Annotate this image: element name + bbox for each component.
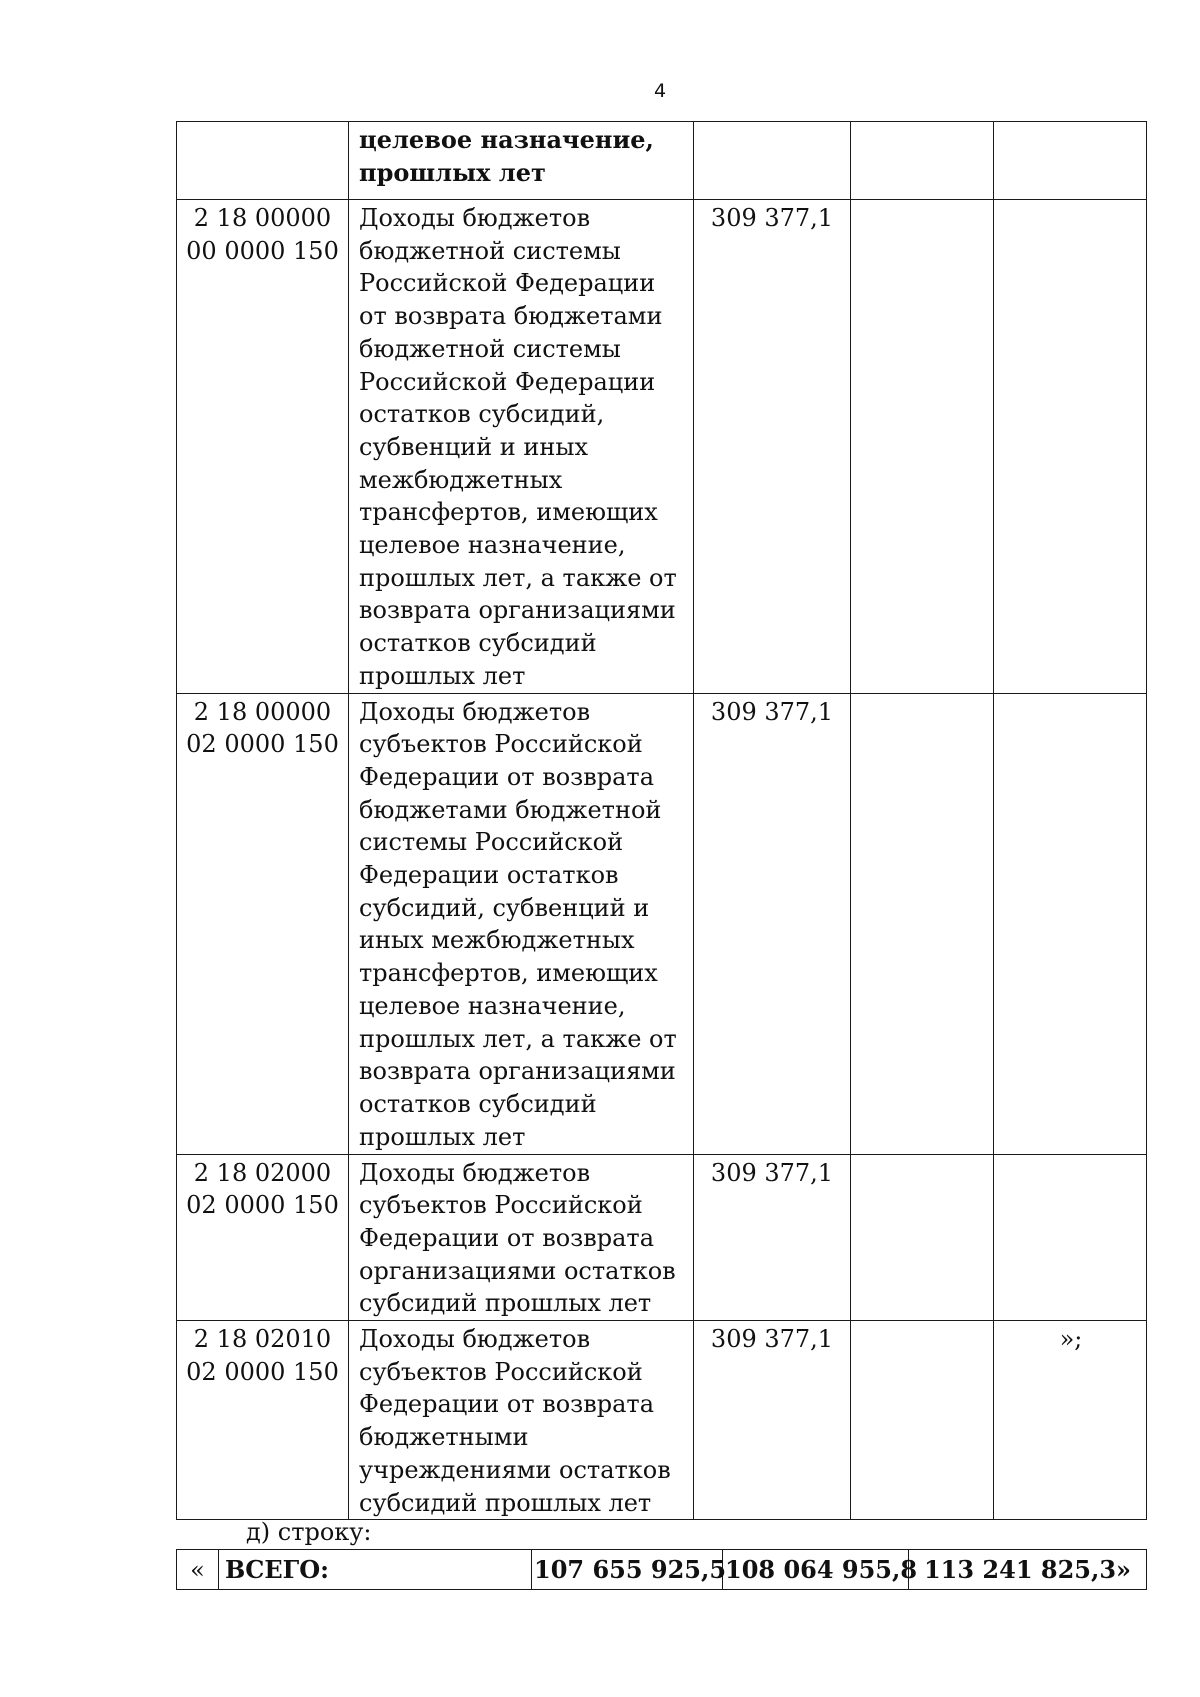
revenue-code bbox=[177, 122, 349, 200]
revenue-col4 bbox=[851, 1154, 994, 1321]
total-value-3: 113 241 825,3» bbox=[909, 1550, 1147, 1590]
revenue-col5 bbox=[994, 1154, 1147, 1321]
revenue-col5 bbox=[994, 122, 1147, 200]
total-value-1: 107 655 925,5 bbox=[532, 1550, 723, 1590]
table-row bbox=[177, 200, 1147, 694]
revenue-amount: 309 377,1 bbox=[694, 1154, 851, 1321]
revenue-col4 bbox=[851, 693, 994, 1154]
revenue-code: 2 18 02000 02 0000 150 bbox=[177, 1154, 349, 1321]
revenue-col5 bbox=[994, 693, 1147, 1154]
revenue-amount: 309 377,1 bbox=[694, 1321, 851, 1520]
page-number: 4 bbox=[653, 80, 667, 102]
revenue-name: Доходы бюджетов бюджетной системы Российской Федерации от возврата бюджетами бюджетной системы Российской Федерации остатков субсидий, субвенций и иных межбюджетных трансфертов, имеющих целевое назначение, прошлых лет, а также от возврата организациями остатков субсидий прошлых лет bbox=[349, 200, 694, 694]
total-value-2: 108 064 955,8 bbox=[723, 1550, 909, 1590]
revenue-code: 2 18 02010 02 0000 150 bbox=[177, 1321, 349, 1520]
revenue-col5 bbox=[994, 200, 1147, 694]
total-row bbox=[177, 1550, 1147, 1590]
revenue-amount: 309 377,1 bbox=[694, 693, 851, 1154]
revenue-amount bbox=[694, 122, 851, 200]
table-row bbox=[177, 1321, 1147, 1520]
revenue-col4 bbox=[851, 122, 994, 200]
table-row bbox=[177, 1154, 1147, 1321]
revenue-name: Доходы бюджетов субъектов Российской Федерации от возврата бюджетными учреждениями остатков субсидий прошлых лет bbox=[349, 1321, 694, 1520]
revenue-amount: 309 377,1 bbox=[694, 200, 851, 694]
revenue-col5: »; bbox=[994, 1321, 1147, 1520]
revenue-code: 2 18 00000 02 0000 150 bbox=[177, 693, 349, 1154]
section-d-label: д) строку: bbox=[246, 1518, 372, 1546]
table-row bbox=[177, 693, 1147, 1154]
budget-revenue-table bbox=[176, 121, 1147, 1520]
revenue-name: Доходы бюджетов субъектов Российской Федерации от возврата бюджетами бюджетной системы Российской Федерации остатков субсидий, субвенций и иных межбюджетных трансфертов, имеющих целевое назначение, прошлых лет, а также от возврата организациями остатков субсидий прошлых лет bbox=[349, 693, 694, 1154]
revenue-name: целевое назначение, прошлых лет bbox=[349, 122, 694, 200]
revenue-col4 bbox=[851, 1321, 994, 1520]
total-table bbox=[176, 1549, 1147, 1590]
revenue-code: 2 18 00000 00 0000 150 bbox=[177, 200, 349, 694]
total-label: ВСЕГО: bbox=[219, 1550, 532, 1590]
revenue-col4 bbox=[851, 200, 994, 694]
revenue-name: Доходы бюджетов субъектов Российской Федерации от возврата организациями остатков субсидий прошлых лет bbox=[349, 1154, 694, 1321]
table-row bbox=[177, 122, 1147, 200]
open-quote: « bbox=[177, 1550, 219, 1590]
